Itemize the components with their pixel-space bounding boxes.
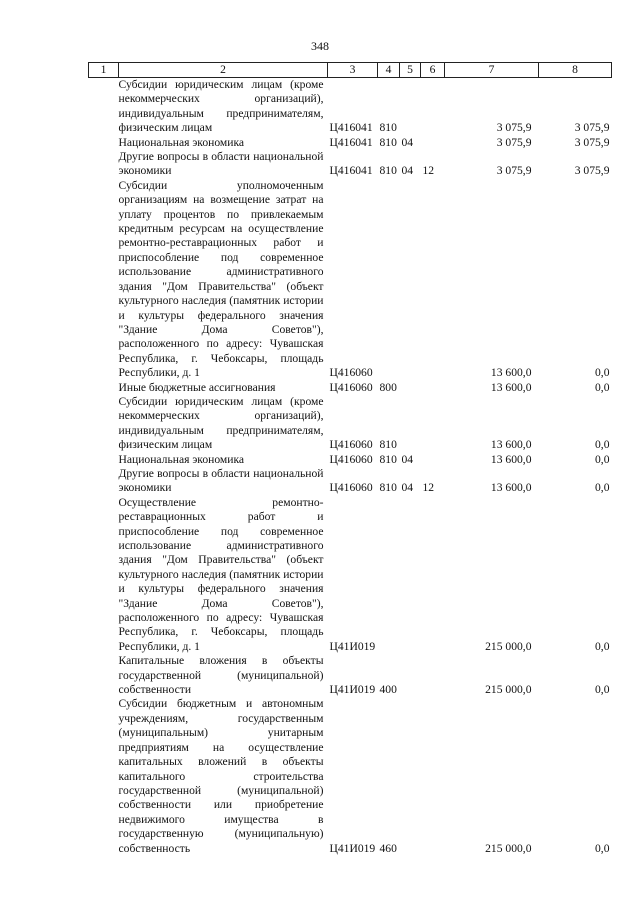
table-row [89, 654, 612, 697]
column-header: 3 [328, 63, 378, 78]
amount-col8: 3 075,9 [574, 121, 610, 135]
col1-cell [89, 697, 119, 855]
expense-type-code: 400 [379, 683, 397, 697]
amount-col7: 3 075,9 [496, 135, 532, 149]
amount-col8: 0,0 [595, 683, 610, 697]
section-code [400, 654, 421, 697]
expense-type-code: 810 [379, 438, 397, 452]
section-code [400, 496, 421, 654]
col1-cell [89, 179, 119, 381]
item-name: Субсидии юридическим лицам (кроме некоммерческих организаций), индивидуальным предпринимателям, физическим лицам [118, 78, 324, 135]
expense-type-code [378, 496, 400, 654]
expense-type-code: 810 [379, 452, 397, 466]
subsection-code [421, 78, 445, 136]
table-row [89, 395, 612, 453]
col1-cell [89, 150, 119, 179]
section-code [400, 78, 421, 136]
column-header: 7 [445, 63, 539, 78]
item-name: Другие вопросы в области национальной экономики [118, 150, 324, 178]
subsection-code [421, 697, 445, 855]
amount-col7: 13 600,0 [490, 380, 532, 394]
amount-col8: 0,0 [595, 452, 610, 466]
table-row [89, 453, 612, 467]
subsection-code [421, 496, 445, 654]
subsection-code [421, 179, 445, 381]
table-row [89, 136, 612, 150]
page-number: 348 [311, 39, 329, 53]
item-name: Субсидии уполномоченным организациям на возмещение затрат на уплату процентов по привлекаемым кредитным ресурсам на осуществление ремонтно-реставрационных работ и приспособление под современное использование административного здания "Дом Правительства" (объект культурного наследия (памятник истории и культуры федерального значения "Здание Дома Советов"), расположенного по адресу: Чувашская Республика, г. Чебоксары, площадь Республики, д. 1 [118, 178, 324, 380]
table-row [89, 179, 612, 381]
target-article-code: Ц41И019 [329, 683, 376, 697]
column-header: 2 [119, 63, 328, 78]
column-header: 1 [89, 63, 119, 78]
table-row [89, 467, 612, 496]
table-row [89, 78, 612, 136]
amount-col8: 0,0 [595, 841, 610, 855]
col1-cell [89, 136, 119, 150]
amount-col7: 3 075,9 [496, 164, 532, 178]
table-row [89, 496, 612, 654]
amount-col7: 13 600,0 [490, 452, 532, 466]
item-name: Иные бюджетные ассигнования [118, 380, 276, 394]
header-row [89, 63, 612, 78]
amount-col8: 0,0 [595, 380, 610, 394]
target-article-code: Ц416060 [329, 481, 373, 495]
col1-cell [89, 453, 119, 467]
amount-col7: 215 000,0 [485, 639, 532, 653]
target-article-code: Ц416060 [329, 366, 373, 380]
expense-type-code: 810 [379, 481, 397, 495]
subsection-code [421, 381, 445, 395]
amount-col8: 3 075,9 [574, 135, 610, 149]
col1-cell [89, 78, 119, 136]
table-row [89, 381, 612, 395]
item-name: Капитальные вложения в объекты государственной (муниципальной) собственности [118, 654, 324, 697]
expense-type-code: 800 [379, 380, 397, 394]
target-article-code: Ц416041 [329, 164, 373, 178]
item-name: Субсидии бюджетным и автономным учреждениям, государственным (муниципальным) унитарным предприятиям на осуществление капитальных вложений в объекты капитального строительства государственной (муниципальной) собственности или приобретение недвижимого имущества в государственную (муниципальную) собственность [118, 697, 324, 855]
expense-type-code: 810 [379, 135, 397, 149]
budget-table [88, 62, 612, 856]
target-article-code: Ц416041 [329, 135, 373, 149]
target-article-code: Ц416041 [329, 121, 373, 135]
subsection-code: 12 [422, 164, 435, 178]
amount-col8: 0,0 [595, 481, 610, 495]
amount-col7: 215 000,0 [485, 683, 532, 697]
target-article-code: Ц416060 [329, 452, 373, 466]
section-code: 04 [401, 481, 414, 495]
amount-col7: 13 600,0 [490, 481, 532, 495]
expense-type-code [378, 179, 400, 381]
column-header: 6 [421, 63, 445, 78]
item-name: Другие вопросы в области национальной экономики [118, 466, 324, 495]
subsection-code [421, 654, 445, 697]
item-name: Национальная экономика [118, 135, 245, 149]
amount-col7: 13 600,0 [490, 438, 532, 452]
column-header: 5 [400, 63, 421, 78]
amount-col7: 13 600,0 [490, 366, 532, 380]
subsection-code [421, 453, 445, 467]
amount-col7: 3 075,9 [496, 121, 532, 135]
section-code: 04 [401, 452, 414, 466]
column-header: 8 [539, 63, 612, 78]
column-header: 4 [378, 63, 400, 78]
section-code [400, 381, 421, 395]
section-code [400, 697, 421, 855]
table-row [89, 697, 612, 855]
col1-cell [89, 381, 119, 395]
section-code [400, 179, 421, 381]
expense-type-code: 810 [379, 164, 397, 178]
amount-col8: 3 075,9 [574, 164, 610, 178]
subsection-code: 12 [422, 481, 435, 495]
section-code: 04 [401, 164, 414, 178]
col1-cell [89, 654, 119, 697]
expense-type-code: 460 [379, 841, 397, 855]
section-code [400, 395, 421, 453]
amount-col8: 0,0 [595, 438, 610, 452]
col1-cell [89, 496, 119, 654]
target-article-code: Ц416060 [329, 438, 373, 452]
col1-cell [89, 395, 119, 453]
subsection-code [421, 136, 445, 150]
section-code: 04 [401, 135, 414, 149]
item-name: Осуществление ремонтно-реставрационных работ и приспособление под современное использование административного здания "Дом Правительства" (объект культурного наследия (памятник истории и культуры федерального значения "Здание Дома Советов"), расположенного по адресу: Чувашская Республика, г. Чебоксары, площадь Республики, д. 1 [118, 495, 324, 653]
amount-col8: 0,0 [595, 366, 610, 380]
item-name: Национальная экономика [118, 452, 245, 466]
amount-col7: 215 000,0 [485, 841, 532, 855]
target-article-code: Ц41И019 [329, 841, 376, 855]
item-name: Субсидии юридическим лицам (кроме некоммерческих организаций), индивидуальным предпринимателям, физическим лицам [118, 394, 324, 452]
table-row [89, 150, 612, 179]
target-article-code: Ц416060 [329, 380, 373, 394]
target-article-code: Ц41И019 [329, 639, 376, 653]
col1-cell [89, 467, 119, 496]
amount-col8: 0,0 [595, 639, 610, 653]
expense-type-code: 810 [379, 121, 397, 135]
subsection-code [421, 395, 445, 453]
